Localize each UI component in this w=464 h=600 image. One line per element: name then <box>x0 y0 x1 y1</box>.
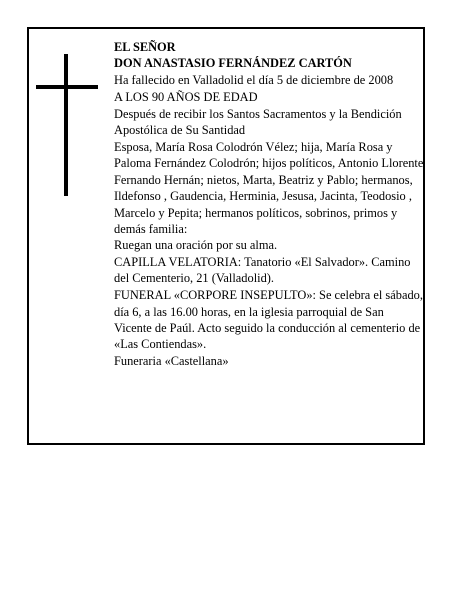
cross-horizontal-bar <box>36 85 98 89</box>
cross-icon <box>36 54 98 196</box>
deceased-name: DON ANASTASIO FERNÁNDEZ CARTÓN <box>114 56 352 71</box>
sacraments-line: Después de recibir los Santos Sacramentos y la Bendición Apostólica de Su Santidad <box>114 106 402 138</box>
age-line: A LOS 90 AÑOS DE EDAD <box>114 89 258 104</box>
obituary-text <box>114 39 424 370</box>
funeral-home-line: Funeraria «Castellana» <box>114 354 229 369</box>
family-paragraph: Esposa, María Rosa Colodrón Vélez; hija, María Rosa y Paloma Fernández Colodrón; hijos políticos, Antonio Llorente Fernando Hernán; nietos, Marta, Beatriz y Pablo; hermanos, Ildefonso , Gaudencia, Herminia, Jesusa, Jacinta, Teodosio , Marcelo y Pepita; hermanos políticos, sobrinos, primos y demás familia: <box>114 139 424 236</box>
funeral-paragraph: FUNERAL «CORPORE INSEPULTO»: Se celebra el sábado, día 6, a las 16.00 horas, en la iglesia parroquial de San Vicente de Paúl. Acto seguido la conducción al cementerio de «Las Contiendas». <box>114 288 423 352</box>
chapel-paragraph: CAPILLA VELATORIA: Tanatorio «El Salvador». Camino del Cementerio, 21 (Valladolid). <box>114 254 411 286</box>
title-line: EL SEÑOR <box>114 40 176 54</box>
prayer-line: Ruegan una oración por su alma. <box>114 238 278 253</box>
death-line: Ha fallecido en Valladolid el día 5 de diciembre de 2008 <box>114 72 394 87</box>
cross-vertical-bar <box>64 54 68 196</box>
